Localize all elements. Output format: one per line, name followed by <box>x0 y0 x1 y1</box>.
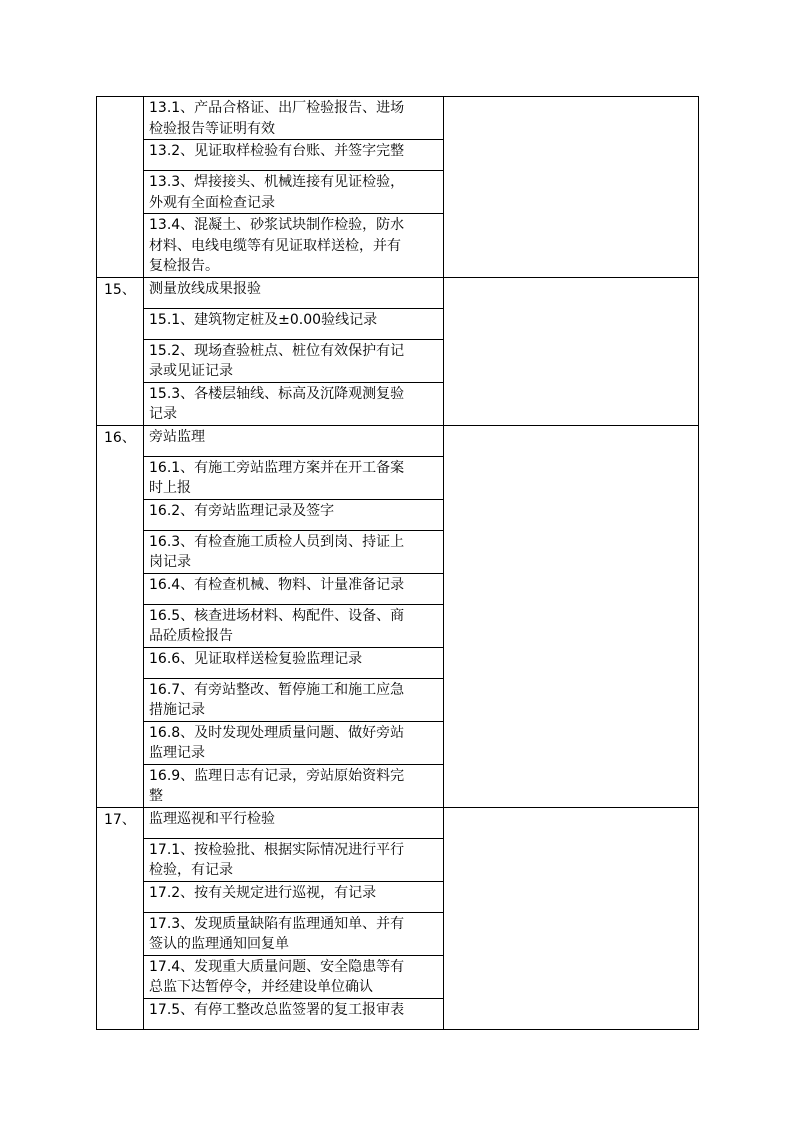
inspection-checklist-table <box>96 96 699 1030</box>
section-number: 17、 <box>97 807 144 1029</box>
checklist-item: 17.4、发现重大质量问题、安全隐患等有 总监下达暂停令，并经建设单位确认 <box>144 955 444 998</box>
number-cell <box>97 97 144 278</box>
checklist-item: 17.3、发现质量缺陷有监理通知单、并有 签认的监理通知回复单 <box>144 912 444 955</box>
table-row <box>97 425 699 456</box>
checklist-item: 13.4、混凝土、砂浆试块制作检验，防水 材料、电线电缆等有见证取样送检，并有 复检报告。 <box>144 214 444 278</box>
checklist-item: 16.7、有旁站整改、暂停施工和施工应急 措施记录 <box>144 678 444 721</box>
table-row <box>97 277 699 308</box>
inspection-table-page <box>96 96 697 1030</box>
section-number: 15、 <box>97 277 144 425</box>
checklist-item: 17.5、有停工整改总监签署的复工报审表 <box>144 998 444 1029</box>
checklist-item: 13.1、产品合格证、出厂检验报告、进场 检验报告等证明有效 <box>144 97 444 140</box>
checklist-item: 16.3、有检查施工质检人员到岗、持证上 岗记录 <box>144 530 444 573</box>
table-row <box>97 97 699 140</box>
checklist-item: 16.9、监理日志有记录，旁站原始资料完 整 <box>144 764 444 807</box>
checklist-item: 15.3、各楼层轴线、标高及沉降观测复验 记录 <box>144 382 444 425</box>
checklist-item: 17.2、按有关规定进行巡视，有记录 <box>144 881 444 912</box>
section-title: 监理巡视和平行检验 <box>144 807 444 838</box>
section-title: 测量放线成果报验 <box>144 277 444 308</box>
result-cell <box>444 425 699 807</box>
checklist-item: 16.8、及时发现处理质量问题、做好旁站 监理记录 <box>144 721 444 764</box>
checklist-item: 16.2、有旁站监理记录及签字 <box>144 499 444 530</box>
checklist-item: 16.6、见证取样送检复验监理记录 <box>144 647 444 678</box>
result-cell <box>444 807 699 1029</box>
checklist-item: 17.1、按检验批、根据实际情况进行平行 检验，有记录 <box>144 838 444 881</box>
result-cell <box>444 97 699 278</box>
checklist-item: 13.3、焊接接头、机械连接有见证检验， 外观有全面检查记录 <box>144 171 444 214</box>
checklist-item: 13.2、见证取样检验有台账、并签字完整 <box>144 140 444 171</box>
checklist-item: 15.2、现场查验桩点、桩位有效保护有记 录或见证记录 <box>144 339 444 382</box>
checklist-item: 16.5、核查进场材料、构配件、设备、商 品砼质检报告 <box>144 604 444 647</box>
table-row <box>97 807 699 838</box>
checklist-item: 16.4、有检查机械、物料、计量准备记录 <box>144 573 444 604</box>
section-number: 16、 <box>97 425 144 807</box>
checklist-item: 16.1、有施工旁站监理方案并在开工备案 时上报 <box>144 456 444 499</box>
section-title: 旁站监理 <box>144 425 444 456</box>
result-cell <box>444 277 699 425</box>
checklist-item: 15.1、建筑物定桩及±0.00验线记录 <box>144 308 444 339</box>
